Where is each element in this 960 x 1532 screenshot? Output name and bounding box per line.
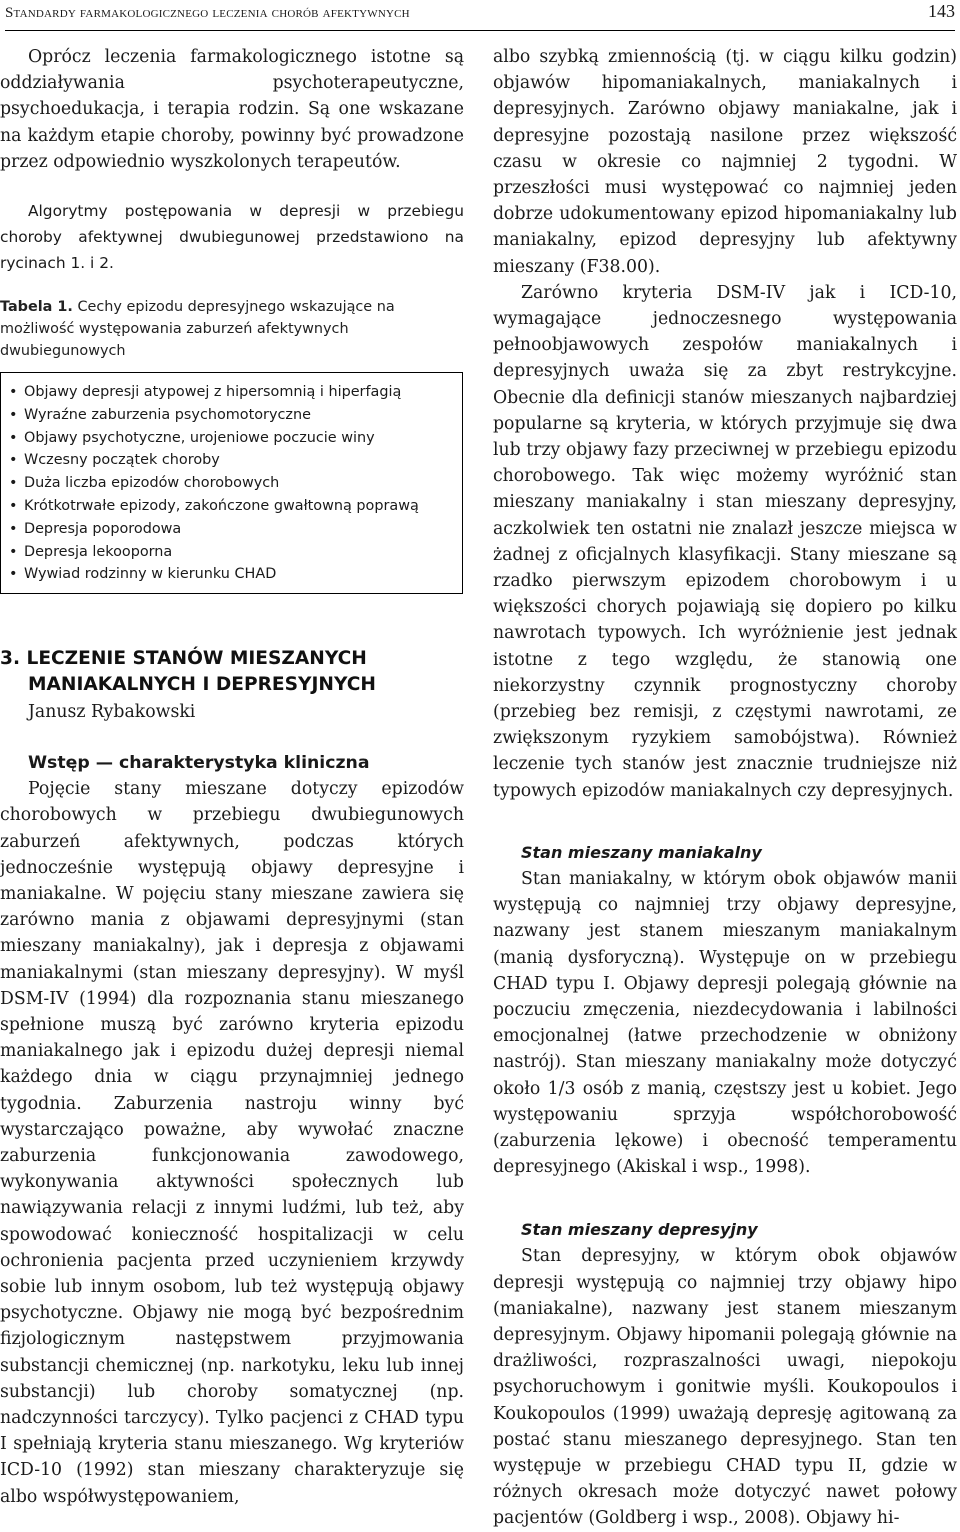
left-column <box>0 44 464 1510</box>
bullet-icon: • <box>9 566 18 583</box>
table-item: • Wczesny początek choroby <box>9 449 452 472</box>
paragraph-criteria: Zarówno kryteria DSM-IV jak i ICD-10, wymagające jednoczesnego występowania pełnoobjawowych zespołów maniakalnych i depresyjnych uważa się za zbyt restrykcyjne. Obecnie dla definicji stanów mieszanych najbardziej popularne są kryteria, w których przyjmuje się dwa lub trzy objawy fazy przeciwnej w przebiegu epizodu chorobowego. Tak więc możemy wyróżnić stan mieszany maniakalny i stan mieszany depresyjny, aczkolwiek ten ostatni nie znalazł jeszcze miejsca w żadnej z oficjalnych klasyfikacji. Stany mieszane są rzadko pierwszym epizodem chorobowym i u większości chorych pojawiają się dopiero po kilku nawrotach typowych. Ich wyróżnienie jest jednak istotne z tego względu, że stanowią one niekorzystny czynnik prognostyczny choroby (przebieg bez remisji, z częstymi nawrotami, ze zwiększonym ryzykiem samobójstwa). Również leczenie tych stanów jest znacznie trudniejsze niż typowych epizodów maniakalnych czy depresyjnych. <box>493 282 957 801</box>
table-caption <box>0 296 464 362</box>
section-title <box>0 646 464 698</box>
table-caption-text: Cechy epizodu depresyjnego wskazujące na możliwość występowania zaburzeń afektywnych dwubiegunowych <box>0 299 395 360</box>
running-title: Standardy farmakologicznego leczenia chorób afektywnych <box>5 5 410 21</box>
heading-manic-mixed-state: Stan mieszany maniakalny <box>521 842 762 862</box>
page-number: 143 <box>928 1 955 21</box>
table-label: Tabela 1. <box>0 299 73 316</box>
bullet-icon: • <box>9 452 18 469</box>
subsection-heading: Wstęp — charakterystyka kliniczna <box>28 753 370 774</box>
bullet-icon: • <box>9 406 18 423</box>
table-1 <box>0 372 463 594</box>
bullet-icon: • <box>9 384 18 401</box>
paragraph-intro: Pojęcie stany mieszane dotyczy epizodów chorobowych w przebiegu dwubiegunowych zaburzeń afektywnych, podczas których jednocześnie występują objawy depresyjne i maniakalne. W pojęciu stany mieszane zawiera się zarówno mania z objawami depresyjnymi (stan mieszany maniakalny), jak i depresja z objawami maniakalnymi (stan mieszany depresyjny). W myśl DSM-IV (1994) dla rozpoznania stanu mieszanego spełnione muszą być zarówno kryteria epizodu maniakalnego jak i epizodu dużej depresji niemal każdego dnia w ciągu przynajmniej jednego tygodnia. Zaburzenia nastroju winny być wystarczająco poważne, aby wywołać znaczne zaburzenia funkcjonowania zawodowego, wykonywania aktywności społecznych lub nawiązywania relacji z innymi ludźmi, lub też, aby spowodować konieczność hospitalizacji w celu ochronienia pacjenta przed uczynieniem krzywdy sobie lub innym osobom, lub też występują objawy psychotyczne. Objawy nie mogą być bezpośrednim fizjologicznym następstwem przyjmowania substancji chemicznej (np. narkotyku, leku lub innej substancji) lub choroby somatycznej (np. nadczynności tarczycy). Tylko pacjenci z CHAD typu I spełniają kryteria stanu mieszanego. Wg kryteriów ICD-10 (1992) stan mieszany charakteryzuje się albo współwystępowaniem, <box>0 779 464 1507</box>
paragraph-algorithms: Algorytmy postępowania w depresji w przebiegu choroby afektywnej dwubiegunowej przedstawiono na rycinach 1. i 2. <box>0 202 464 273</box>
table-item: • Duża liczba epizodów chorobowych <box>9 472 452 495</box>
paragraph-manic-mixed-state: Stan maniakalny, w którym obok objawów manii występują co najmniej trzy objawy depresyjne, nazwany jest stanem mieszanym maniakalnym (manią dysforyczną). Występuje on w przebiegu CHAD typu I. Objawy depresji polegają głównie na poczuciu zmęczenia, niezdecydowania i labilności emocjonalnej (łatwe przechodzenie w obniżony nastrój). Stan mieszany maniakalny może dotyczyć około 1/3 osób z manią, częstszy jest u kobiet. Jego występowaniu sprzyja współchorobowość (zaburzenia lękowe) i obecność temperamentu depresyjnego (Akiskal i wsp., 1998). <box>493 868 957 1178</box>
table-item: • Krótkotrwałe epizody, zakończone gwałtowną poprawą <box>9 495 452 518</box>
bullet-icon: • <box>9 475 18 492</box>
paragraph-continued: albo szybką zmiennością (tj. w ciągu kilku godzin) objawów hipomaniakalnych, maniakalnych i depresyjnych. Zarówno objawy maniakalne, jak i depresyjne pozostają nasilone przez większość czasu w okresie co najmniej 2 tygodni. W przeszłości musi występować co najmniej jeden dobrze udokumentowany epizod hipomaniakalny lub maniakalny, epizod depresyjny lub afektywny mieszany (F38.00). <box>493 47 957 277</box>
table-item: • Depresja lekooporna <box>9 541 452 564</box>
running-header <box>5 0 955 31</box>
bullet-icon: • <box>9 520 18 537</box>
table-item: • Objawy psychotyczne, urojeniowe poczucie winy <box>9 427 452 450</box>
bullet-icon: • <box>9 543 18 560</box>
bullet-icon: • <box>9 429 18 446</box>
heading-depressive-mixed-state: Stan mieszany depresyjny <box>521 1220 758 1240</box>
table-item: • Objawy depresji atypowej z hipersomnią i hiperfagią <box>9 381 452 404</box>
bullet-icon: • <box>9 498 18 514</box>
table-item: • Wywiad rodzinny w kierunku CHAD <box>9 563 452 586</box>
section-title-line-1: 3. LECZENIE STANÓW MIESZANYCH <box>0 648 367 670</box>
table-item: • Depresja poporodowa <box>9 518 452 541</box>
right-column <box>493 44 957 1532</box>
paragraph-depressive-mixed-state: Stan depresyjny, w którym obok objawów depresji występują co najmniej trzy objawy hipo (maniakalne), nazwany jest stanem mieszanym depresyjnym. Objawy hipomanii polegają głównie na drażliwości, rozpraszalności uwagi, niepokoju psychoruchowym i gonitwie myśli. Koukopoulos i Koukopoulos (1999) uważają depresję agitowaną za postać stanu mieszanego depresyjnego. Stan ten występuje w przebiegu CHAD typu II, gdzie w różnych okresach może dotyczyć nawet połowy pacjentów (Goldberg i wsp., 2008). Objawy hi- <box>493 1246 957 1529</box>
author-name: Janusz Rybakowski <box>28 702 196 723</box>
table-item: • Wyraźne zaburzenia psychomotoryczne <box>9 404 452 427</box>
section-title-line-2: MANIAKALNYCH I DEPRESYJNYCH <box>28 674 376 696</box>
paragraph-psychotherapy: Oprócz leczenia farmakologicznego istotne są oddziaływania psychoterapeutyczne, psychoedukacja, i terapia rodzin. Są one wskazane na każdym etapie choroby, powinny być prowadzone przez odpowiednio wyszkolonych terapeutów. <box>0 47 464 172</box>
